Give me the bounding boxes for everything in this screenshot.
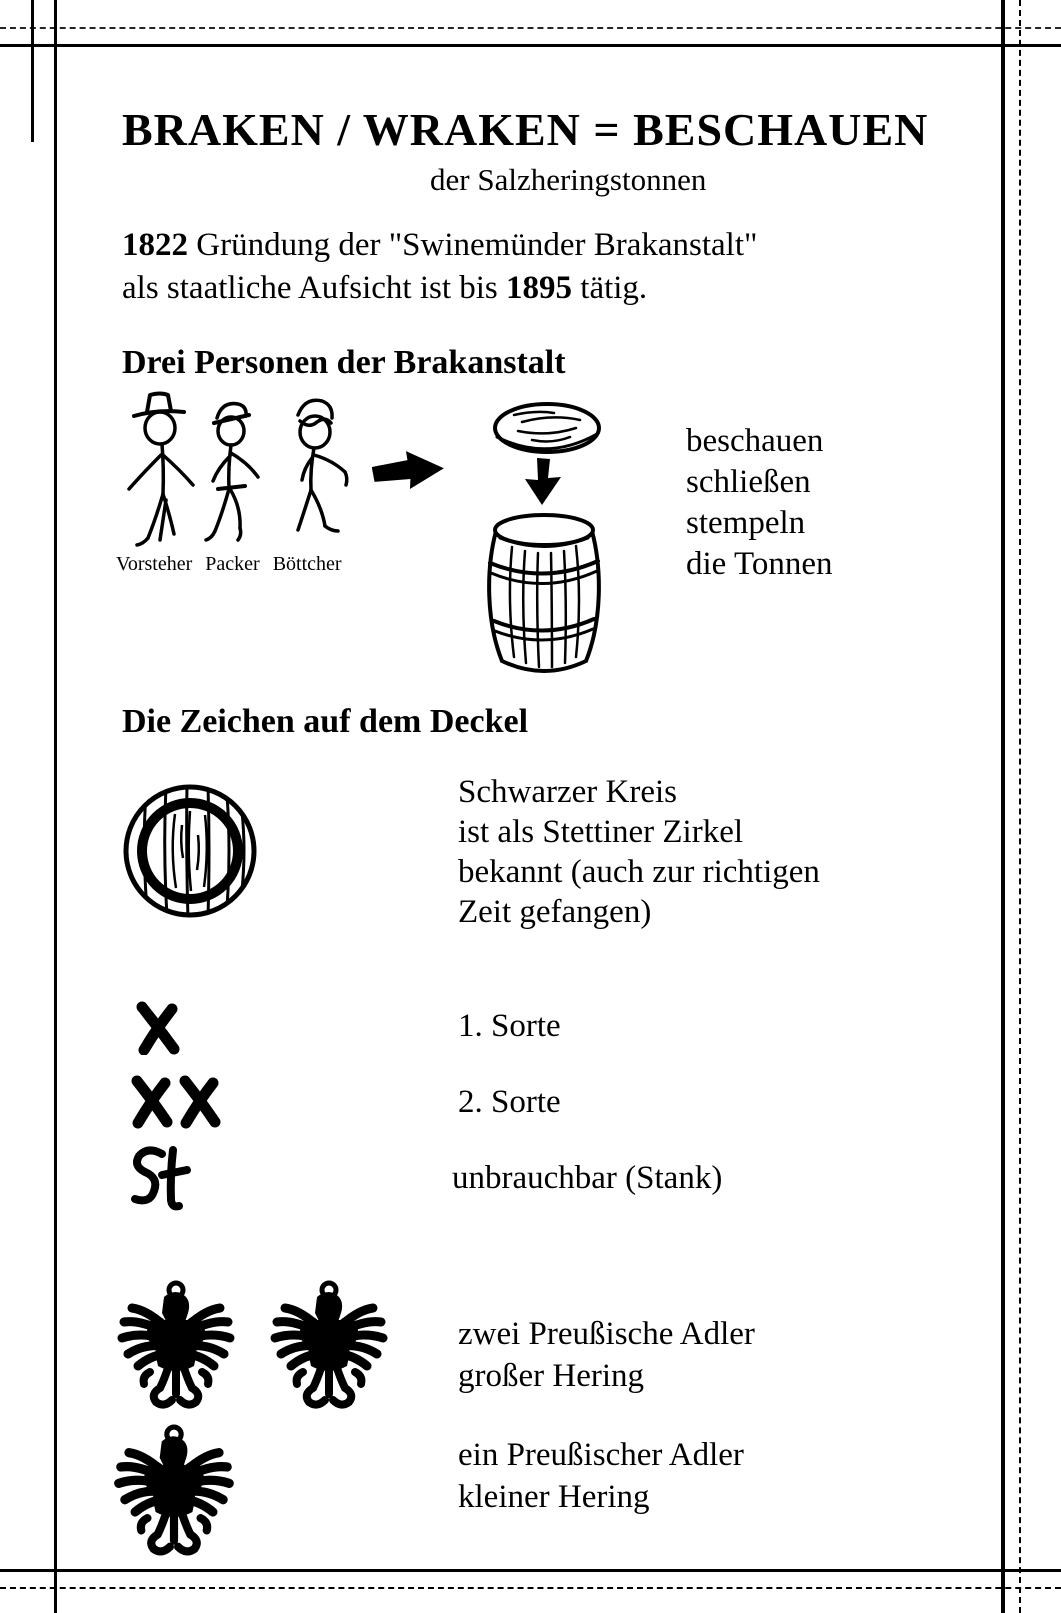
page-subtitle: der Salzheringstonnen: [430, 162, 707, 197]
year-founded: 1822: [122, 227, 188, 263]
border-left-outer-line: [31, 0, 34, 142]
section-heading-marks: Die Zeichen auf dem Deckel: [122, 703, 529, 740]
xx-mark-drawing: [128, 1074, 226, 1130]
intro-line1-text: Gründung der "Swinemünder Brakanstalt": [188, 227, 758, 263]
st-mark-label: unbrauchbar (Stank): [452, 1160, 723, 1196]
action-line: stempeln: [686, 505, 806, 541]
circle-mark-line: bekannt (auch zur richtigen: [458, 854, 820, 890]
st-mark-drawing: [126, 1142, 192, 1216]
border-right-line: [1001, 0, 1005, 1613]
person-label-boettcher: Böttcher: [272, 553, 342, 575]
prussian-eagle-icon: [268, 1280, 390, 1410]
person-labels: [116, 553, 342, 576]
right-arrow-icon: [372, 445, 448, 497]
x-mark-drawing: [133, 1000, 183, 1055]
person-label-packer: Packer: [205, 553, 260, 575]
one-eagle-line: ein Preußischer Adler: [458, 1437, 744, 1473]
two-eagles-line: zwei Preußische Adler: [458, 1316, 755, 1352]
border-bottom-inner-line: [0, 1569, 1061, 1572]
border-right-outer-line: [1019, 0, 1021, 1613]
three-persons-drawing: [110, 388, 350, 553]
x-mark-label: 1. Sorte: [458, 1008, 561, 1044]
circle-mark-line: Schwarzer Kreis: [458, 774, 677, 810]
down-arrow-icon: [523, 458, 563, 508]
two-eagles-description: [458, 1313, 755, 1397]
barrel-lid-drawing: [490, 400, 604, 464]
circle-mark-line: Zeit gefangen): [458, 894, 652, 930]
action-line: schließen: [686, 464, 811, 500]
person-label-vorsteher: Vorsteher: [116, 553, 193, 575]
page-title: BRAKEN / WRAKEN = BESCHAUEN: [122, 104, 929, 155]
action-line: beschauen: [686, 423, 824, 459]
two-eagles-line: großer Hering: [458, 1358, 645, 1394]
circle-mark-description: [458, 772, 820, 932]
border-top-inner-line: [0, 44, 1061, 47]
prussian-eagle-icon: [115, 1280, 237, 1410]
barrel-drawing: [478, 505, 610, 683]
border-left-line: [54, 0, 57, 1613]
intro-paragraph: [122, 224, 882, 310]
xx-mark-label: 2. Sorte: [458, 1084, 561, 1120]
one-eagle-line: kleiner Hering: [458, 1479, 650, 1515]
one-eagle-description: [458, 1434, 744, 1518]
section-heading-persons: Drei Personen der Brakanstalt: [122, 344, 566, 381]
intro-line2-text-b: tätig.: [572, 270, 648, 306]
prussian-eagle-icon: [112, 1424, 236, 1557]
action-line: die Tonnen: [686, 546, 833, 582]
actions-list: [686, 421, 832, 585]
black-circle-lid-drawing: [119, 780, 261, 922]
circle-mark-line: ist als Stettiner Zirkel: [458, 814, 744, 850]
border-top-outer-line: [0, 27, 1061, 29]
border-bottom-outer-line: [0, 1587, 1061, 1589]
intro-line2-text-a: als staatliche Aufsicht ist bis: [122, 270, 507, 306]
year-ended: 1895: [506, 270, 573, 306]
